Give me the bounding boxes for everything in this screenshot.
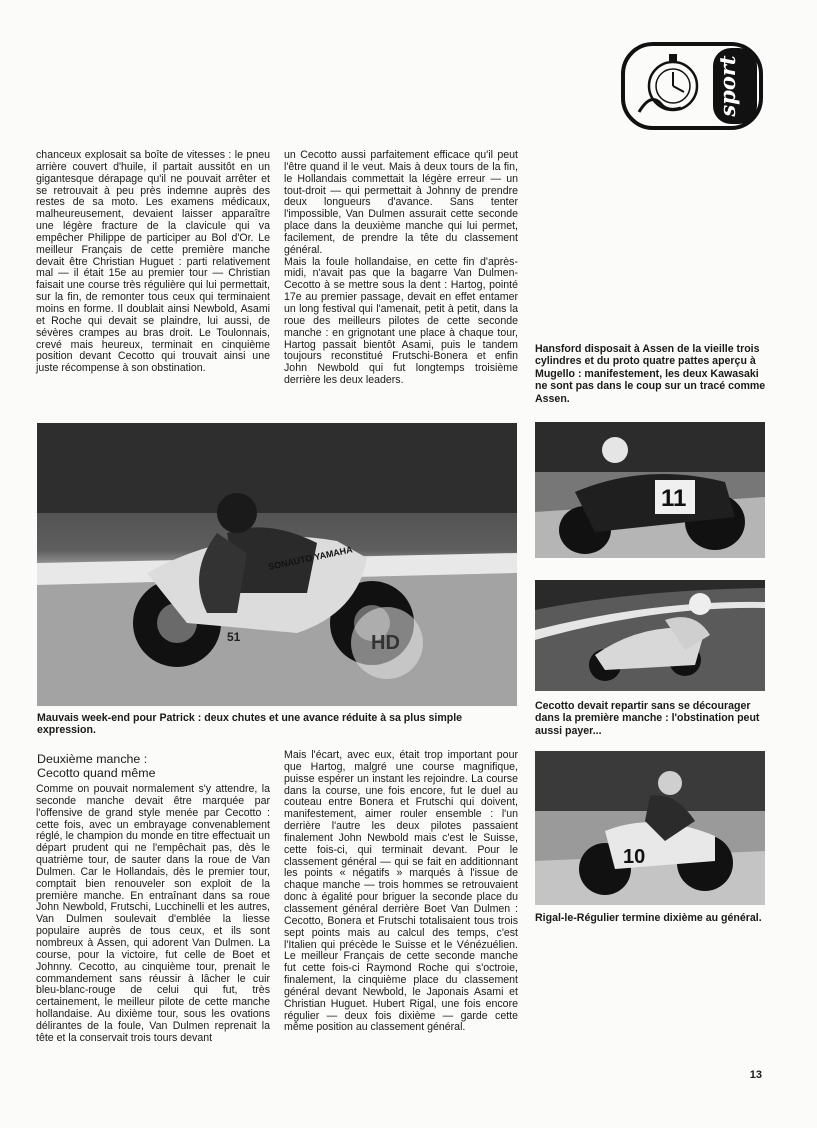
- section-heading: [37, 752, 271, 780]
- section-heading-line-1: Deuxième manche :: [37, 752, 148, 766]
- article-column-1-top: chanceux explosait sa boîte de vitesses : le pneu arrière couvert d'huile, il partait aussitôt en un gigantesque dérapage qu'il ne pouvait arrêter et se retrouvait à peu près indemne auprès des restes de sa moto. Les examens médicaux, malheureusement, devaient laisser apparaître une légère fracture de la clavicule qui va empêcher Philippe de participer au Bol d'Or. Le meilleur Français de cette première manche devait être Christian Huguet : parti relativement mal — il était 15e au premier tour — Christian faisait une course très régulière qui lui permettait, sur la fin, de remonter tous ceux qui terminaient moins en forme. Il doublait ainsi Newbold, Asami et Roche qui devait se plaindre, lui aussi, de sévères crampes au bras droit. Le Toulonnais, crevé mais heureux, terminait en cinquième position devant Cecotto qui trouvait ainsi une juste récompense à son obstination.: [36, 149, 270, 375]
- race-number-10: 10: [623, 846, 646, 868]
- race-number-51: 51: [227, 630, 241, 644]
- photo-rigal: [535, 751, 765, 905]
- caption-rigal: Rigal-le-Régulier termine dixième au général.: [535, 912, 762, 924]
- photo-hansford: [535, 422, 765, 558]
- photo-cecotto: [535, 580, 765, 691]
- caption-patrick: Mauvais week-end pour Patrick : deux chutes et une avance réduite à sa plus simple expression.: [37, 712, 463, 737]
- article-column-2-bottom: Mais l'écart, avec eux, était trop important pour que Hartog, malgré une course magnifique, puisse espérer un instant les rejoindre. La course dans la course, une fois encore, fut le duel au couteau entre Bonera et Frutschi qui doivent, manifestement, aimer rouler ensemble : l'un derrière l'autre les deux pilotes passaient finalement John Newbold mais c'est le Suisse, cette fois-ci, qui terminait devant. Pour le classement général — qui se fait en additionnant les points « négatifs » marqués à l'issue de chaque manche — trois hommes se retrouvaient donc à égalité pour briguer la seconde place du classement général derrière Boet Van Dulmen : Cecotto, Bonera et Frutschi totalisaient tous trois sept points mais au calcul des temps, c'est l'Italien qui précède le Suisse et le Vénézuélien. Le meilleur Français de cette seconde manche fut cette fois-ci Raymond Roche qui s'octroie, finalement, la cinquième place du classement général devant Newbold, le Japonais Asami et Christian Huguet. Hubert Rigal, une fois encore régulier — deux fois dixième — garde cette même position au classement général.: [284, 749, 518, 1034]
- caption-hansford: Hansford disposait à Assen de la vieille trois cylindres et du proto quatre pattes aperçu à Mugello : manifestement, les deux Kawasaki ne sont pas dans le coup sur un tracé comme Assen.: [535, 343, 766, 405]
- section-heading-line-2: Cecotto quand même: [37, 766, 156, 780]
- sport-section-logo: [621, 42, 763, 130]
- sport-logo-label: sport: [715, 55, 740, 117]
- page-number: 13: [749, 1069, 762, 1081]
- caption-cecotto: Cecotto devait repartir sans se décourager dans la première manche : l'obstination peut aussi payer...: [535, 700, 760, 737]
- photo-patrick-main: [37, 423, 517, 706]
- fairing-sponsor-text: SONAUTO YAMAHA: [267, 544, 354, 572]
- article-column-2-top: un Cecotto aussi parfaitement efficace qu'il peut l'être quand il le veut. Mais à deux tours de la fin, le Hollandais commettait la légère erreur — un tout-droit — qui permettait à Johnny de prendre deux longueurs d'avance. Sans tenter l'impossible, Van Dulmen assurait cette seconde place dans la deuxième manche qui lui permet, facilement, de prendre la tête du classement général. Mais la foule hollandaise, en cette fin d'après-midi, n'avait pas que la bagarre Van Dulmen-Cecotto à se mettre sous la dent : Hartog, pointé 17e au premier passage, devait en effet entamer un long festival qui l'amenait, petit à petit, dans la roue des meilleurs pilotes de cette seconde manche : en grignotant une place à chaque tour, Hartog passait bientôt Asami, puis le tandem toujours reconstitué Frutschi-Bonera et enfin John Newbold qui fut longtemps troisième derrière les deux leaders.: [284, 149, 518, 387]
- watermark-hd: HD: [371, 632, 400, 654]
- article-column-1-bottom: Comme on pouvait normalement s'y attendre, la seconde manche devait être marquée par l'offensive de grand style menée par Cecotto : cette fois, avec un embrayage convenablement réglé, le champion du monde en titre effectuait un départ prudent qui ne l'empêchait pas, dès le quatrième tour, de sauter dans la roue de Van Dulmen. Car le Hollandais, dès le premier tour, comptait bien renouveler son exploit de la première manche. En entraînant dans sa roue John Newbold, Frutschi, Lucchinelli et les autres, Van Dulmen soulevait d'emblée la liesse populaire auprès de tous ceux, et ils sont nombreux à Assen, qui adorent Van Dulmen. La course, pour la victoire, fut celle de Boet et Johnny. Cecotto, au cinquième tour, prenait le commandement sans réussir à lâcher le cuir bleu-blanc-rouge de celui qui fut, très certainement, le meilleur pilote de cette manche hollandaise. Au dixième tour, sous les ovations délirantes de la foule, Van Dulmen reprenait la tête et la conservait trois tours devant: [36, 783, 270, 1044]
- race-number-11: 11: [661, 485, 687, 512]
